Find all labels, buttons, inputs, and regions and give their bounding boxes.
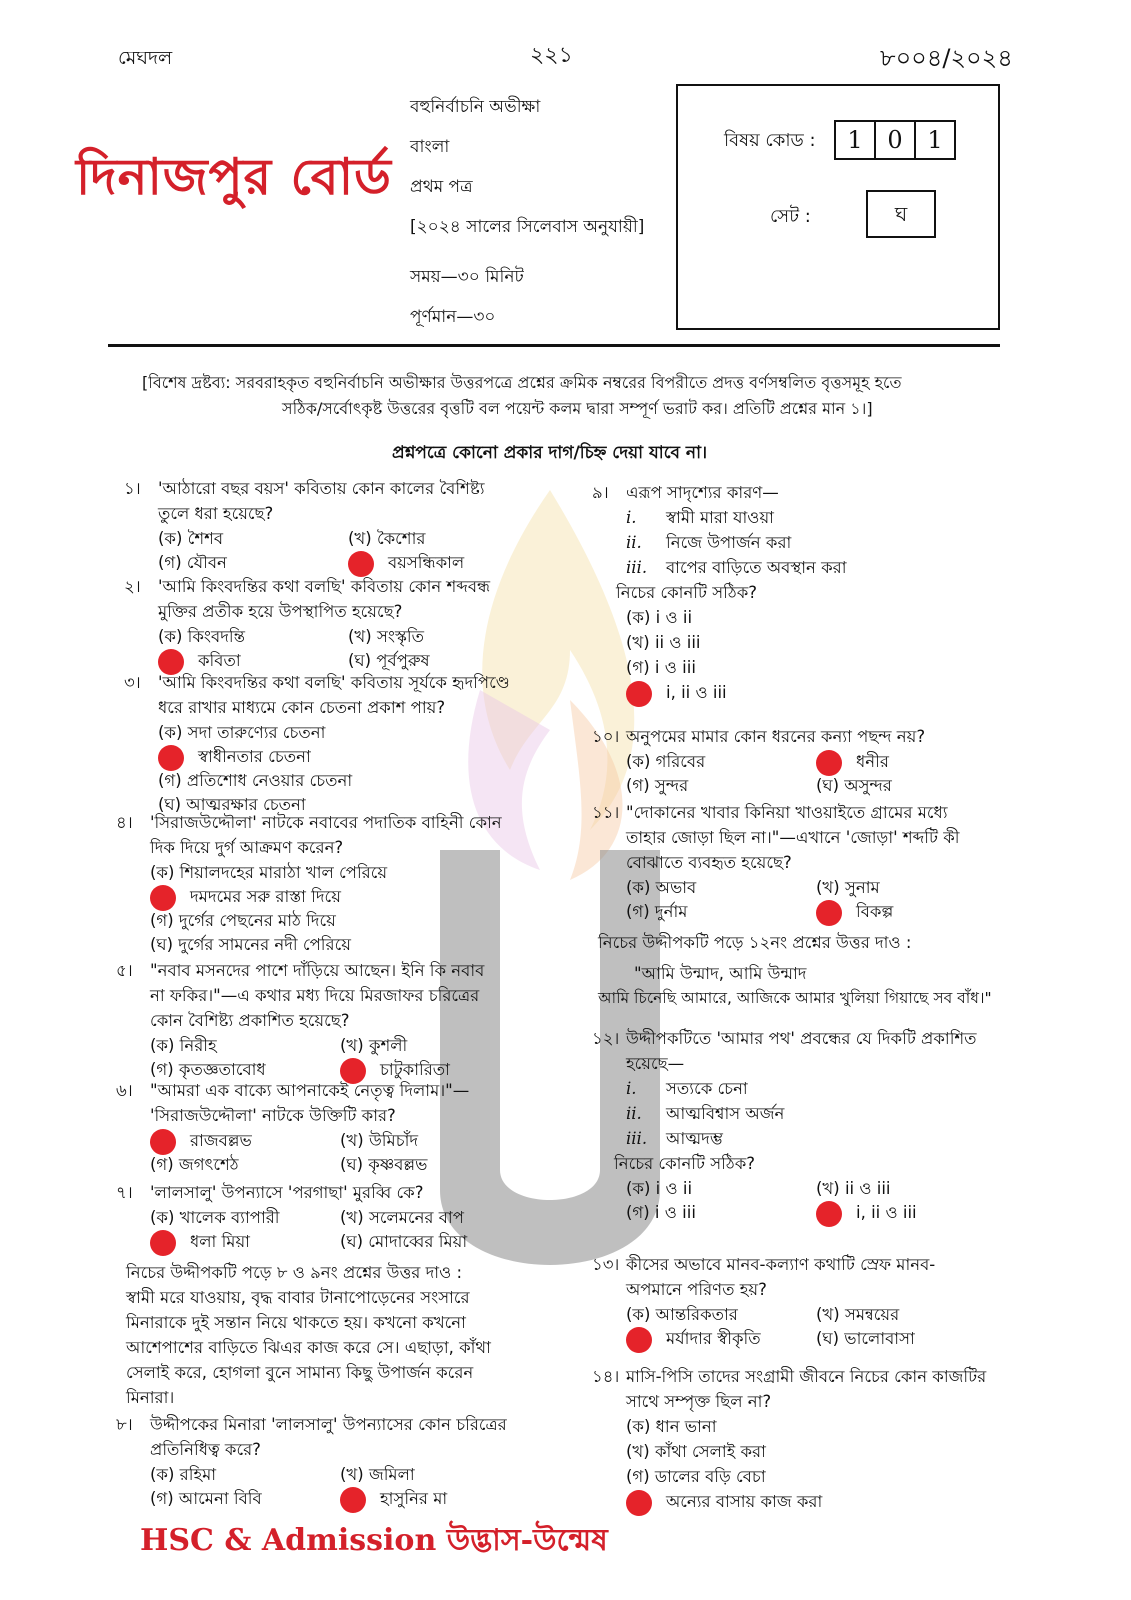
option-d: (ঘ) মোদাব্বের মিয়া bbox=[340, 1232, 468, 1251]
option-a: (ক) অভাব bbox=[626, 878, 697, 897]
question-number: ২। bbox=[124, 577, 141, 596]
question-text: 'আমি কিংবদন্তির কথা বলছি' কবিতায় সূর্যকে হৃদপিণ্ডে bbox=[158, 673, 510, 692]
option-a-marked: রাজবল্লভ bbox=[150, 1128, 252, 1155]
subject-code bbox=[834, 120, 954, 160]
question-text: উদ্দীপকটিতে 'আমার পথ' প্রবন্ধের যে দিকটি প্রকাশিত bbox=[626, 1029, 977, 1048]
code-digit: 0 bbox=[874, 120, 916, 160]
option-b-marked: ধনীর bbox=[816, 749, 889, 776]
option-d-marked: অন্যের বাসায় কাজ করা bbox=[626, 1489, 1026, 1516]
question-number: ৬। bbox=[116, 1081, 133, 1100]
subject-name: বাংলা bbox=[410, 137, 450, 157]
question-text: 'লালসালু' উপন্যাসে 'পরগাছা' মুরব্বি কে? bbox=[150, 1183, 424, 1202]
stimulus-line: স্বামী মরে যাওয়ায়, বৃদ্ধ বাবার টানাপোড়েনের সংসারে bbox=[126, 1288, 470, 1307]
question-12 bbox=[592, 1026, 1026, 1224]
exam-time: সময়—৩০ মিনিট bbox=[410, 267, 524, 287]
stimulus-12 bbox=[598, 930, 1018, 1011]
divider bbox=[108, 344, 1000, 347]
question-number: ৫। bbox=[116, 961, 133, 980]
option-a: (ক) শিয়ালদহের মারাঠা খাল পেরিয়ে bbox=[150, 863, 388, 882]
filled-answer-circle bbox=[150, 885, 176, 911]
filled-answer-circle bbox=[158, 745, 184, 771]
stimulus-line: আশেপাশের বাড়িতে ঝিএর কাজ করে সে। এছাড়া, কাঁথা bbox=[126, 1338, 491, 1357]
option-b: (খ) ii ও iii bbox=[626, 633, 701, 652]
filled-answer-circle bbox=[340, 1487, 366, 1513]
warning: প্রশ্নপত্রে কোনো প্রকার দাগ/চিহ্ন দেয়া যাবে না। bbox=[392, 443, 708, 463]
question-ask: নিচের কোনটি সঠিক? bbox=[616, 583, 757, 602]
option-d: (ঘ) আত্মরক্ষার চেতনা bbox=[158, 795, 306, 814]
option-c-marked: কবিতা bbox=[158, 648, 241, 675]
option-c: (গ) প্রতিশোধ নেওয়ার চেতনা bbox=[158, 771, 353, 790]
header-left: মেঘদল bbox=[118, 47, 173, 69]
stimulus-line: আমি চিনেছি আমারে, আজিকে আমার খুলিয়া গিয়াছে সব বাঁধ।" bbox=[598, 989, 992, 1007]
option-c: (গ) কৃতজ্ঞতাবোধ bbox=[150, 1060, 266, 1079]
question-text: "আমরা এক বাক্যে আপনাকেই নেতৃত্ব দিলাম।"— bbox=[150, 1081, 470, 1100]
option-a: (ক) ধান ভানা bbox=[626, 1417, 717, 1436]
question-text: উদ্দীপকের মিনারা 'লালসালু' উপন্যাসের কোন চরিত্রের bbox=[150, 1415, 507, 1434]
question-text: না ফকির।"—এ কথার মধ্য দিয়ে মিরজাফর চরিত্রের bbox=[150, 986, 480, 1005]
question-text: কোন বৈশিষ্ট্য প্রকাশিত হয়েছে? bbox=[150, 1011, 350, 1030]
question-text: "দোকানের খাবার কিনিয়া খাওয়াইতে গ্রামের মধ্যে bbox=[626, 803, 948, 822]
question-1 bbox=[124, 476, 558, 574]
question-text: ধরে রাখার মাধ্যমে কোন চেতনা প্রকাশ পায়? bbox=[158, 698, 446, 717]
option-b: (খ) সমন্বয়ের bbox=[816, 1305, 900, 1324]
stimulus-line: সেলাই করে, হোগলা বুনে সামান্য কিছু উপার্জন করেন bbox=[126, 1363, 474, 1382]
option-a: (ক) গরিবের bbox=[626, 752, 706, 771]
question-number: ৪। bbox=[116, 813, 133, 832]
option-a: (ক) রহিমা bbox=[150, 1465, 217, 1484]
question-14 bbox=[592, 1364, 1026, 1516]
instructions-line2: সঠিক/সর্বোৎকৃষ্ট উত্তরের বৃত্তটি বল পয়েন্ট কলম দ্বারা সম্পূর্ণ ভরাট কর। প্রতিটি প্রশ্নের মান ১।] bbox=[282, 399, 873, 418]
question-text: "নবাব মসনদের পাশে দাঁড়িয়ে আছেন। ইনি কি নবাব bbox=[150, 961, 485, 980]
option-a: (ক) সদা তারুণ্যের চেতনা bbox=[158, 723, 326, 742]
question-number: ৩। bbox=[124, 673, 141, 692]
question-text: অনুপমের মামার কোন ধরনের কন্যা পছন্দ নয়? bbox=[626, 727, 926, 746]
filled-answer-circle bbox=[150, 1230, 176, 1256]
option-d: (ঘ) ভালোবাসা bbox=[816, 1329, 915, 1348]
question-text: তাহার জোড়া ছিল না।"—এখানে 'জোড়া' শব্দটি কী bbox=[626, 828, 960, 847]
statement-ii: ii. আত্মবিশ্বাস অর্জন bbox=[626, 1104, 785, 1123]
option-d: (ঘ) দুর্গের সামনের নদী পেরিয়ে bbox=[150, 935, 351, 954]
paper-name: প্রথম পত্র bbox=[410, 177, 473, 197]
question-number: ১। bbox=[124, 479, 141, 498]
option-d: (ঘ) অসুন্দর bbox=[816, 776, 892, 795]
question-7 bbox=[116, 1180, 550, 1253]
question-number: ১০। bbox=[592, 727, 620, 746]
exam-type: বহুনির্বাচনি অভীক্ষা bbox=[410, 97, 541, 117]
stimulus-intro: নিচের উদ্দীপকটি পড়ে ১২নং প্রশ্নের উত্তর দাও : bbox=[598, 933, 912, 952]
question-text: বোঝাতে ব্যবহৃত হয়েছে? bbox=[626, 853, 792, 872]
question-text: অপমানে পরিণত হয়? bbox=[626, 1280, 767, 1299]
option-c: (গ) যৌবন bbox=[158, 553, 227, 572]
stimulus-line: মিনারাকে দুই সন্তান নিয়ে থাকতে হয়। কখনো কখনো bbox=[126, 1313, 466, 1332]
question-11 bbox=[592, 800, 1026, 923]
filled-answer-circle bbox=[816, 750, 842, 776]
board-title: দিনাজপুর বোর্ড bbox=[76, 147, 392, 206]
statement-iii: iii. বাপের বাড়িতে অবস্থান করা bbox=[626, 558, 847, 577]
set-label: সেট : bbox=[770, 206, 811, 227]
stimulus-line: মিনারা। bbox=[126, 1388, 175, 1407]
option-c-marked: ধলা মিয়া bbox=[150, 1229, 250, 1256]
question-text: প্রতিনিধিত্ব করে? bbox=[150, 1440, 261, 1459]
option-b: (খ) কৈশোর bbox=[348, 529, 426, 548]
question-number: ১২। bbox=[592, 1029, 620, 1048]
option-d: (ঘ) কৃষ্ণবল্লভ bbox=[340, 1155, 428, 1174]
question-text: দিক দিয়ে দুর্গ আক্রমণ করেন? bbox=[150, 838, 344, 857]
option-b: (খ) সলেমনের বাপ bbox=[340, 1208, 464, 1227]
statement-i: i. সত্যকে চেনা bbox=[626, 1079, 748, 1098]
question-text: 'আমি কিংবদন্তির কথা বলছি' কবিতায় কোন শব্দবন্ধ bbox=[158, 577, 491, 596]
question-5 bbox=[116, 958, 550, 1081]
exam-marks: পূর্ণমান—৩০ bbox=[410, 307, 496, 327]
question-text: 'আঠারো বছর বয়স' কবিতায় কোন কালের বৈশিষ্ট্য bbox=[158, 479, 485, 498]
option-a: (ক) i ও ii bbox=[626, 1179, 693, 1198]
footer-brand: HSC & Admission উদ্ভাস-উন্মেষ bbox=[140, 1523, 608, 1558]
option-c: (গ) দুর্নাম bbox=[626, 902, 688, 921]
option-b-marked: স্বাধীনতার চেতনা bbox=[158, 744, 311, 771]
filled-answer-circle bbox=[816, 900, 842, 926]
question-text: মুক্তির প্রতীক হয়ে উপস্থাপিত হয়েছে? bbox=[158, 602, 403, 621]
option-d-marked: i, ii ও iii bbox=[626, 680, 1026, 707]
option-c: (গ) দুর্গের পেছনের মাঠ দিয়ে bbox=[150, 911, 336, 930]
option-a: (ক) খালেক ব্যাপারী bbox=[150, 1208, 280, 1227]
option-b: (খ) সংস্কৃতি bbox=[348, 627, 424, 646]
question-text: তুলে ধরা হয়েছে? bbox=[158, 504, 274, 523]
option-c: (গ) ডালের বড়ি বেচা bbox=[626, 1467, 766, 1486]
stimulus-8-9 bbox=[126, 1260, 546, 1410]
question-10 bbox=[592, 724, 1026, 797]
question-text: সাথে সম্পৃক্ত ছিল না? bbox=[626, 1392, 772, 1411]
option-b-marked: দমদমের সরু রাস্তা দিয়ে bbox=[150, 884, 341, 911]
header-right: ৮০০৪/২০২৪ bbox=[880, 44, 1013, 72]
question-text: কীসের অভাবে মানব-কল্যাণ কথাটি স্রেফ মানব- bbox=[626, 1255, 936, 1274]
exam-info bbox=[410, 94, 644, 344]
question-text: 'সিরাজউদ্দৌলা' নাটকে উক্তিটি কার? bbox=[150, 1106, 396, 1125]
option-d-marked: চাটুকারিতা bbox=[340, 1057, 450, 1084]
question-2 bbox=[124, 574, 558, 672]
option-d-marked: বিকল্প bbox=[816, 899, 893, 926]
filled-answer-circle bbox=[626, 681, 652, 707]
filled-answer-circle bbox=[348, 551, 374, 577]
option-c: (গ) i ও iii bbox=[626, 658, 696, 677]
option-a: (ক) নিরীহ bbox=[150, 1036, 217, 1055]
syllabus-note: [২০২৪ সালের সিলেবাস অনুযায়ী] bbox=[410, 217, 645, 237]
option-c: (গ) জগৎশেঠ bbox=[150, 1155, 239, 1174]
option-b: (খ) জমিলা bbox=[340, 1465, 415, 1484]
option-d-marked: হাসুনির মা bbox=[340, 1486, 447, 1513]
question-3 bbox=[124, 670, 558, 816]
question-number: ১৩। bbox=[592, 1255, 620, 1274]
option-c-marked: মর্যাদার স্বীকৃতি bbox=[626, 1326, 761, 1353]
option-b: (খ) সুনাম bbox=[816, 878, 880, 897]
option-b: (খ) উমিচাঁদ bbox=[340, 1131, 419, 1150]
option-d-marked: বয়সন্ধিকাল bbox=[348, 550, 464, 577]
option-b: (খ) কুশলী bbox=[340, 1036, 408, 1055]
option-a: (ক) কিংবদন্তি bbox=[158, 627, 245, 646]
question-number: ৭। bbox=[116, 1183, 133, 1202]
statement-ii: ii. নিজে উপার্জন করা bbox=[626, 533, 792, 552]
question-13 bbox=[592, 1252, 1026, 1350]
question-ask: নিচের কোনটি সঠিক? bbox=[614, 1154, 755, 1173]
question-text: 'সিরাজউদ্দৌলা' নাটকে নবাবের পদাতিক বাহিনী কোন bbox=[150, 813, 502, 832]
stimulus-intro: নিচের উদ্দীপকটি পড়ে ৮ ও ৯নং প্রশ্নের উত্তর দাও : bbox=[126, 1263, 463, 1282]
question-number: ১১। bbox=[592, 803, 620, 822]
option-d: (ঘ) পূর্বপুরুষ bbox=[348, 651, 430, 670]
question-text: হয়েছে— bbox=[626, 1054, 685, 1073]
filled-answer-circle bbox=[626, 1490, 652, 1516]
set-value: ঘ bbox=[866, 190, 936, 238]
page-number: ২২১ bbox=[530, 43, 573, 68]
question-number: ৯। bbox=[592, 483, 609, 502]
instructions-line1: [বিশেষ দ্রষ্টব্য: সরবরাহকৃত বহুনির্বাচনি অভীক্ষার উত্তরপত্রে প্রশ্নের ক্রমিক নম্বরের বিপরীতে প্রদত্ত বর্ণসম্বলিত বৃত্তসমূহ হতে bbox=[142, 373, 902, 392]
statement-i: i. স্বামী মারা যাওয়া bbox=[626, 508, 774, 527]
question-6 bbox=[116, 1078, 550, 1176]
stimulus-line: "আমি উন্মাদ, আমি উন্মাদ bbox=[634, 964, 807, 983]
question-8 bbox=[116, 1412, 550, 1510]
question-9 bbox=[592, 480, 1026, 707]
code-box bbox=[676, 84, 1000, 330]
filled-answer-circle bbox=[626, 1327, 652, 1353]
question-number: ১৪। bbox=[592, 1367, 620, 1386]
question-4 bbox=[116, 810, 550, 956]
option-a: (ক) i ও ii bbox=[626, 608, 693, 627]
subject-code-label: বিষয় কোড : bbox=[724, 130, 816, 151]
filled-answer-circle bbox=[816, 1201, 842, 1227]
code-digit: 1 bbox=[914, 120, 956, 160]
option-c: (গ) i ও iii bbox=[626, 1203, 696, 1222]
instructions bbox=[142, 370, 1012, 422]
option-b: (খ) কাঁথা সেলাই করা bbox=[626, 1442, 766, 1461]
question-text: মাসি-পিসি তাদের সংগ্রামী জীবনে নিচের কোন কাজটির bbox=[626, 1367, 987, 1386]
filled-answer-circle bbox=[150, 1129, 176, 1155]
option-b: (খ) ii ও iii bbox=[816, 1179, 891, 1198]
option-c: (গ) আমেনা বিবি bbox=[150, 1489, 262, 1508]
option-c: (গ) সুন্দর bbox=[626, 776, 689, 795]
option-a: (ক) আন্তরিকতার bbox=[626, 1305, 738, 1324]
question-number: ৮। bbox=[116, 1415, 133, 1434]
statement-iii: iii. আত্মদম্ভ bbox=[626, 1129, 723, 1148]
code-digit: 1 bbox=[834, 120, 876, 160]
option-a: (ক) শৈশব bbox=[158, 529, 224, 548]
question-text: এরূপ সাদৃশ্যের কারণ— bbox=[626, 483, 779, 502]
option-d-marked: i, ii ও iii bbox=[816, 1200, 917, 1227]
